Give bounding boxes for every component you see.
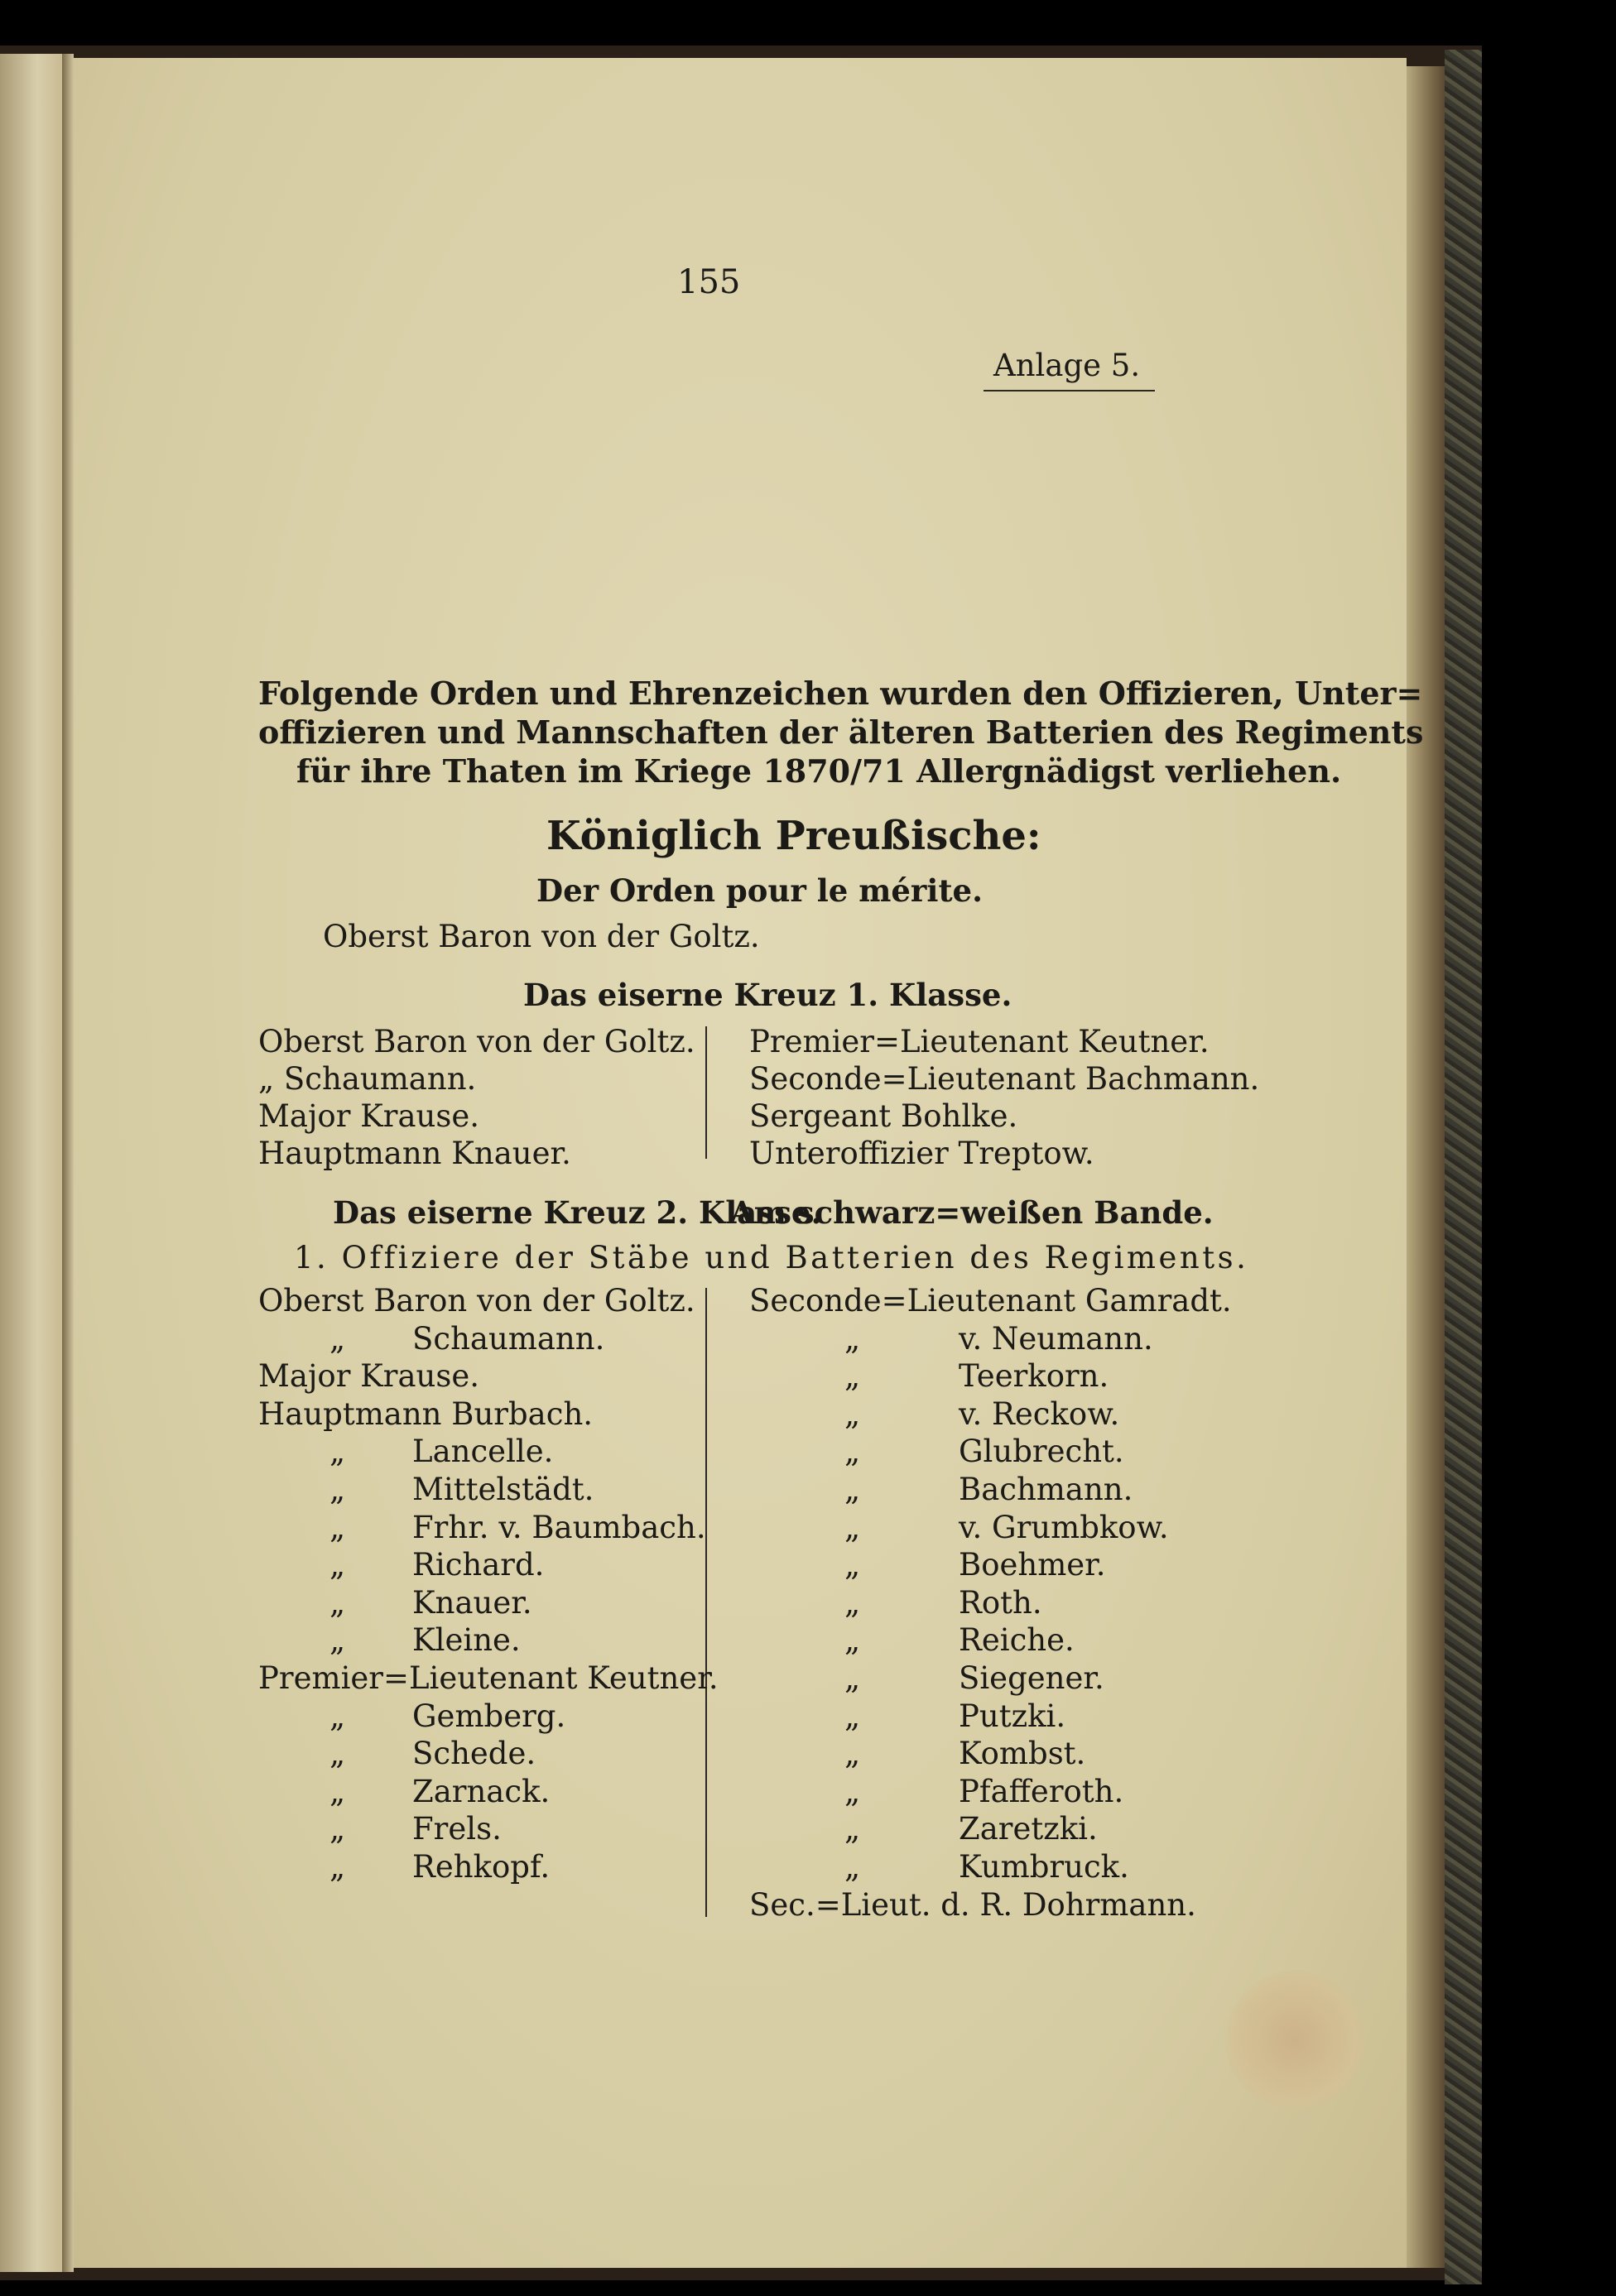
ditto-mark: „ [844,1584,861,1621]
iron-cross-2-recipient: Kumbruck. [959,1849,1129,1885]
iron-cross-1-recipient: Seconde=Lieutenant Bachmann. [749,1061,1260,1097]
intro-line-1: Folgende Orden und Ehrenzeichen wurden den Offizieren, Unter= [258,675,1423,712]
intro-line-2: offizieren und Mannschaften der älteren Batterien des Regiments [258,713,1424,751]
iron-cross-2-subheading: 1. Offiziere der Stäbe und Batterien des Regiments. [294,1240,1249,1275]
ditto-mark: „ [844,1320,861,1357]
iron-cross-2-recipient: Seconde=Lieutenant Gamradt. [749,1283,1232,1319]
iron-cross-1-heading: Das eiserne Kreuz 1. Klasse. [523,977,1012,1013]
iron-cross-2-recipient: Richard. [412,1547,545,1583]
ditto-mark: „ [329,1320,346,1357]
ditto-mark: „ [844,1811,861,1847]
annex-label: Anlage 5. [993,348,1141,383]
iron-cross-2-recipient: v. Reckow. [959,1395,1120,1432]
iron-cross-2-recipient: Reiche. [959,1622,1075,1659]
ditto-mark: „ [329,1472,346,1507]
iron-cross-2-recipient: Sec.=Lieut. d. R. Dohrmann. [749,1886,1196,1923]
ditto-mark: „ [329,1773,346,1809]
iron-cross-2-recipient: Knauer. [412,1584,532,1621]
paper-stain [1225,1970,1366,2111]
iron-cross-2-recipient: Zarnack. [412,1773,551,1809]
ditto-mark: „ [329,1547,346,1583]
iron-cross-2-recipient: Frels. [412,1811,502,1847]
order-title: Der Orden pour le mérite. [536,872,983,909]
ditto-mark: „ [844,1509,861,1545]
iron-cross-1-recipient: Unteroffizier Treptow. [749,1136,1094,1171]
ditto-mark: „ [329,1811,346,1847]
iron-cross-2-recipient: Mittelstädt. [412,1472,594,1507]
ditto-mark: „ [844,1660,861,1696]
iron-cross-2-recipient: Kleine. [412,1622,521,1659]
iron-cross-2-recipient: Premier=Lieutenant Keutner. [258,1660,719,1696]
marbled-cover [1445,50,1482,2284]
section-title: Königlich Preußische: [546,813,1041,859]
book-gutter [62,54,74,2272]
iron-cross-1-recipient: Hauptmann Knauer. [258,1136,571,1171]
iron-cross-2-recipient: Rehkopf. [412,1849,551,1885]
iron-cross-2-recipient: Hauptmann Burbach. [258,1395,594,1432]
ditto-mark: „ [329,1698,346,1734]
iron-cross-2-recipient: Kombst. [959,1736,1086,1772]
ditto-mark: „ [844,1358,861,1395]
ditto-mark: „ [329,1509,346,1545]
iron-cross-2-recipient: Zaretzki. [959,1811,1098,1847]
iron-cross-2-recipient: Gemberg. [412,1698,566,1734]
ditto-mark: „ [844,1395,861,1432]
iron-cross-2-recipient: Pfafferoth. [959,1773,1124,1809]
ditto-mark: „ [329,1434,346,1470]
iron-cross-2-recipient: Teerkorn. [959,1358,1109,1395]
iron-cross-1-recipient: Oberst Baron von der Goltz. [258,1024,695,1059]
iron-cross-2-recipient: Schaumann. [412,1320,605,1357]
ditto-mark: „ [329,1736,346,1772]
intro-line-3: für ihre Thaten im Kriege 1870/71 Allergnädigst verliehen. [296,752,1342,790]
iron-cross-1-recipient: Sergeant Bohlke. [749,1098,1018,1134]
ditto-mark: „ [844,1849,861,1885]
ditto-mark: „ [329,1584,346,1621]
ditto-mark: „ [329,1622,346,1659]
iron-cross-2-recipient: Oberst Baron von der Goltz. [258,1283,695,1319]
ditto-mark: „ [844,1698,861,1734]
iron-cross-2-recipient: Putzki. [959,1698,1066,1734]
iron-cross-2-recipient: Bachmann. [959,1472,1133,1507]
iron-cross-2-recipient: Siegener. [959,1660,1104,1696]
ditto-mark: „ [844,1547,861,1583]
iron-cross-2-recipient: Major Krause. [258,1358,480,1395]
ditto-mark: „ [329,1849,346,1885]
iron-cross-1-recipient: Premier=Lieutenant Keutner. [749,1024,1210,1059]
iron-cross-2-recipient: Frhr. v. Baumbach. [412,1509,706,1545]
column-divider-1 [705,1026,707,1159]
ditto-mark: „ [844,1622,861,1659]
iron-cross-2-recipient: Roth. [959,1584,1042,1621]
band-heading: Am schwarz=weißen Bande. [730,1194,1214,1231]
facing-page-edge [0,54,64,2272]
iron-cross-2-recipient: Glubrecht. [959,1434,1124,1470]
column-divider-2 [705,1288,707,1917]
iron-cross-2-recipient: Lancelle. [412,1434,554,1470]
iron-cross-2-heading: Das eiserne Kreuz 2. Klasse. [333,1194,822,1231]
iron-cross-1-recipient: „ Schaumann. [258,1061,477,1097]
ditto-mark: „ [844,1773,861,1809]
ditto-mark: „ [844,1434,861,1470]
iron-cross-1-recipient: Major Krause. [258,1098,480,1134]
iron-cross-2-recipient: v. Grumbkow. [959,1509,1169,1545]
order-recipient: Oberst Baron von der Goltz. [323,919,760,954]
annex-underline [984,390,1155,391]
ditto-mark: „ [844,1736,861,1772]
ditto-mark: „ [844,1472,861,1507]
iron-cross-2-recipient: Boehmer. [959,1547,1106,1583]
page-stack-edge [1407,66,1445,2268]
page-number: 155 [677,263,741,301]
iron-cross-2-recipient: Schede. [412,1736,536,1772]
iron-cross-2-recipient: v. Neumann. [959,1320,1153,1357]
